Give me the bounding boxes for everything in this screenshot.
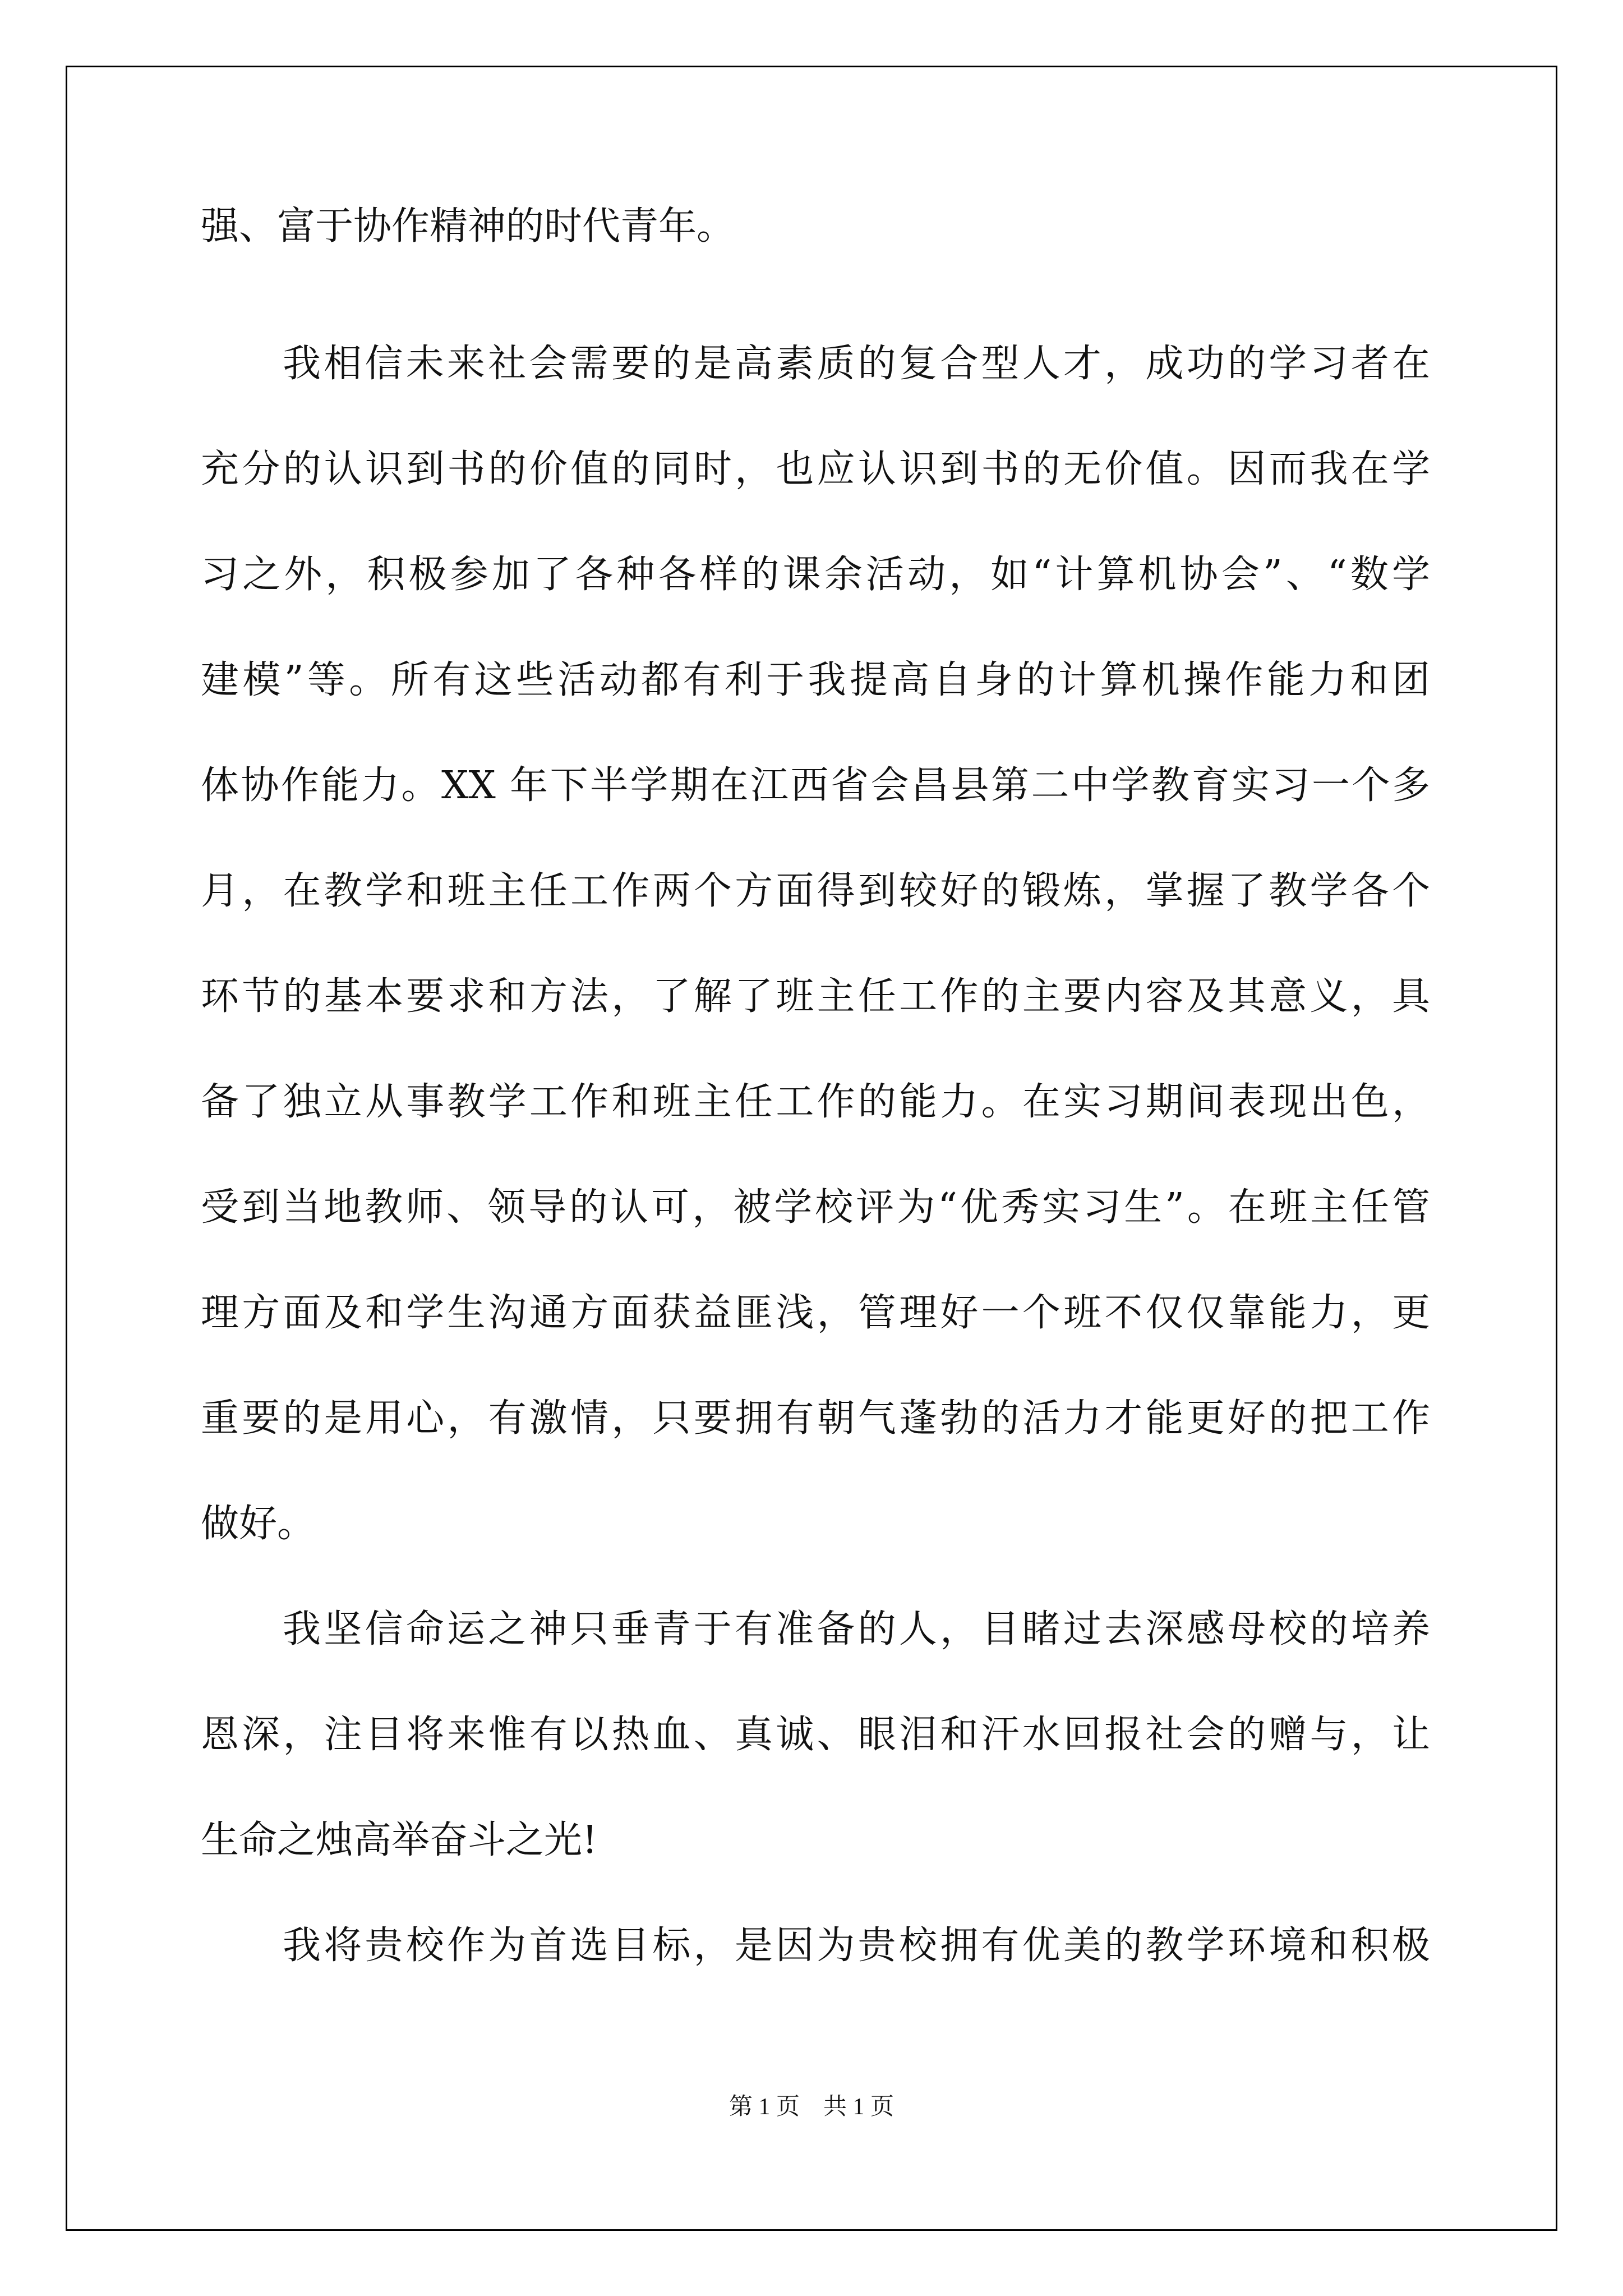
text-line: 理方面及和学生沟通方面获益匪浅，管理好一个班不仅仅靠能力，更 — [201, 1291, 1430, 1335]
paragraph-first-line: 我坚信命运之神只垂青于有准备的人，目睹过去深感母校的培养 — [283, 1607, 1430, 1651]
text-line: 重要的是用心，有激情，只要拥有朝气蓬勃的活力才能更好的把工作 — [201, 1396, 1430, 1441]
paragraph-first-line: 我相信未来社会需要的是高素质的复合型人才，成功的学习者在 — [283, 342, 1430, 386]
text-line: 恩深，注目将来惟有以热血、真诚、眼泪和汗水回报社会的赠与，让 — [201, 1713, 1430, 1757]
text-line: 月，在教学和班主任工作两个方面得到较好的锻炼，掌握了教学各个 — [201, 869, 1430, 913]
text-line: 备了独立从事教学工作和班主任工作的能力。在实习期间表现出色， — [201, 1080, 1430, 1124]
text-line: 体协作能力。XX 年下半学期在江西省会昌县第二中学教育实习一个多 — [201, 763, 1430, 808]
text-line: 环节的基本要求和方法，了解了班主任工作的主要内容及其意义，具 — [201, 974, 1430, 1019]
text-line: 生命之烛高举奋斗之光! — [201, 1818, 598, 1862]
text-line: 习之外，积极参加了各种各样的课余活动，如“计算机协会”、“数学 — [201, 553, 1430, 597]
page-border — [66, 66, 1557, 2231]
text-line: 充分的认识到书的价值的同时，也应认识到书的无价值。因而我在学 — [201, 447, 1430, 491]
text-line: 强、富于协作精神的时代青年。 — [201, 204, 735, 249]
text-line: 建模”等。所有这些活动都有利于我提高自身的计算机操作能力和团 — [201, 658, 1430, 702]
text-line: 做好。 — [201, 1502, 316, 1546]
paragraph-first-line: 我将贵校作为首选目标，是因为贵校拥有优美的教学环境和积极 — [283, 1924, 1430, 1968]
page-number-footer: 第 1 页 共 1 页 — [728, 2094, 894, 2120]
text-line: 受到当地教师、领导的认可，被学校评为“优秀实习生”。在班主任管 — [201, 1185, 1430, 1230]
